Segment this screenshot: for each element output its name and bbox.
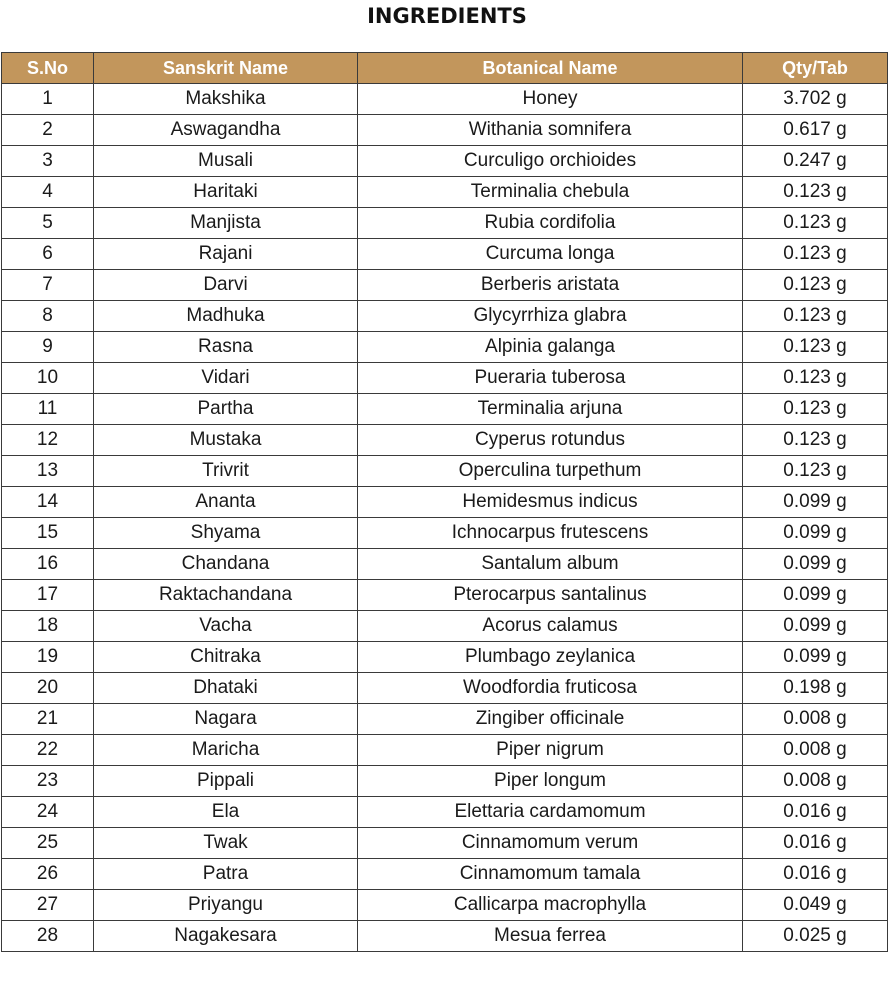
cell-sno: 12 bbox=[2, 425, 94, 456]
cell-qty-per-tab: 0.123 g bbox=[743, 456, 888, 487]
cell-sno: 27 bbox=[2, 890, 94, 921]
cell-sanskrit-name: Makshika bbox=[94, 84, 358, 115]
cell-sno: 26 bbox=[2, 859, 94, 890]
cell-sanskrit-name: Trivrit bbox=[94, 456, 358, 487]
cell-botanical-name: Hemidesmus indicus bbox=[358, 487, 743, 518]
cell-botanical-name: Santalum album bbox=[358, 549, 743, 580]
cell-botanical-name: Cinnamomum verum bbox=[358, 828, 743, 859]
cell-sanskrit-name: Nagara bbox=[94, 704, 358, 735]
table-row bbox=[2, 239, 888, 270]
cell-botanical-name: Ichnocarpus frutescens bbox=[358, 518, 743, 549]
table-row bbox=[2, 425, 888, 456]
cell-sno: 24 bbox=[2, 797, 94, 828]
table-row bbox=[2, 208, 888, 239]
cell-qty-per-tab: 0.016 g bbox=[743, 797, 888, 828]
cell-botanical-name: Mesua ferrea bbox=[358, 921, 743, 952]
cell-qty-per-tab: 0.123 g bbox=[743, 332, 888, 363]
cell-qty-per-tab: 0.198 g bbox=[743, 673, 888, 704]
cell-botanical-name: Curculigo orchioides bbox=[358, 146, 743, 177]
cell-sanskrit-name: Vacha bbox=[94, 611, 358, 642]
cell-qty-per-tab: 0.025 g bbox=[743, 921, 888, 952]
cell-sanskrit-name: Mustaka bbox=[94, 425, 358, 456]
table-row bbox=[2, 146, 888, 177]
table-row bbox=[2, 642, 888, 673]
cell-sno: 8 bbox=[2, 301, 94, 332]
cell-qty-per-tab: 0.099 g bbox=[743, 642, 888, 673]
ingredients-table bbox=[1, 52, 888, 952]
cell-qty-per-tab: 0.008 g bbox=[743, 704, 888, 735]
cell-botanical-name: Operculina turpethum bbox=[358, 456, 743, 487]
cell-sanskrit-name: Partha bbox=[94, 394, 358, 425]
cell-qty-per-tab: 0.123 g bbox=[743, 270, 888, 301]
cell-sanskrit-name: Rajani bbox=[94, 239, 358, 270]
cell-sno: 20 bbox=[2, 673, 94, 704]
cell-qty-per-tab: 0.123 g bbox=[743, 394, 888, 425]
table-row bbox=[2, 332, 888, 363]
cell-botanical-name: Elettaria cardamomum bbox=[358, 797, 743, 828]
cell-sno: 16 bbox=[2, 549, 94, 580]
cell-sno: 19 bbox=[2, 642, 94, 673]
table-row bbox=[2, 363, 888, 394]
cell-sanskrit-name: Vidari bbox=[94, 363, 358, 394]
cell-botanical-name: Glycyrrhiza glabra bbox=[358, 301, 743, 332]
table-row bbox=[2, 394, 888, 425]
table-row bbox=[2, 921, 888, 952]
cell-sanskrit-name: Aswagandha bbox=[94, 115, 358, 146]
table-row bbox=[2, 456, 888, 487]
cell-sno: 21 bbox=[2, 704, 94, 735]
cell-qty-per-tab: 0.008 g bbox=[743, 735, 888, 766]
cell-qty-per-tab: 0.099 g bbox=[743, 487, 888, 518]
cell-sanskrit-name: Darvi bbox=[94, 270, 358, 301]
table-row bbox=[2, 487, 888, 518]
table-row bbox=[2, 859, 888, 890]
cell-sanskrit-name: Twak bbox=[94, 828, 358, 859]
table-row bbox=[2, 890, 888, 921]
table-row bbox=[2, 270, 888, 301]
cell-botanical-name: Cyperus rotundus bbox=[358, 425, 743, 456]
cell-qty-per-tab: 0.123 g bbox=[743, 301, 888, 332]
cell-qty-per-tab: 0.099 g bbox=[743, 549, 888, 580]
cell-sno: 14 bbox=[2, 487, 94, 518]
cell-qty-per-tab: 0.099 g bbox=[743, 580, 888, 611]
cell-sanskrit-name: Haritaki bbox=[94, 177, 358, 208]
table-header-row bbox=[2, 53, 888, 84]
cell-botanical-name: Zingiber officinale bbox=[358, 704, 743, 735]
table-row bbox=[2, 301, 888, 332]
cell-sanskrit-name: Chitraka bbox=[94, 642, 358, 673]
table-row bbox=[2, 115, 888, 146]
cell-sno: 22 bbox=[2, 735, 94, 766]
cell-botanical-name: Plumbago zeylanica bbox=[358, 642, 743, 673]
table-row bbox=[2, 735, 888, 766]
cell-qty-per-tab: 0.099 g bbox=[743, 611, 888, 642]
cell-sno: 10 bbox=[2, 363, 94, 394]
cell-sno: 17 bbox=[2, 580, 94, 611]
cell-botanical-name: Woodfordia fruticosa bbox=[358, 673, 743, 704]
cell-sno: 7 bbox=[2, 270, 94, 301]
table-row bbox=[2, 518, 888, 549]
cell-sanskrit-name: Ananta bbox=[94, 487, 358, 518]
cell-botanical-name: Piper nigrum bbox=[358, 735, 743, 766]
cell-sanskrit-name: Pippali bbox=[94, 766, 358, 797]
cell-sno: 2 bbox=[2, 115, 94, 146]
column-header-sno: S.No bbox=[2, 53, 94, 84]
cell-sno: 5 bbox=[2, 208, 94, 239]
cell-sanskrit-name: Dhataki bbox=[94, 673, 358, 704]
cell-botanical-name: Piper longum bbox=[358, 766, 743, 797]
table-row bbox=[2, 828, 888, 859]
cell-sno: 9 bbox=[2, 332, 94, 363]
cell-sno: 6 bbox=[2, 239, 94, 270]
cell-sno: 1 bbox=[2, 84, 94, 115]
table-row bbox=[2, 611, 888, 642]
cell-botanical-name: Curcuma longa bbox=[358, 239, 743, 270]
table-row bbox=[2, 580, 888, 611]
table-row bbox=[2, 549, 888, 580]
table-row bbox=[2, 704, 888, 735]
cell-qty-per-tab: 0.099 g bbox=[743, 518, 888, 549]
cell-sanskrit-name: Maricha bbox=[94, 735, 358, 766]
cell-botanical-name: Pterocarpus santalinus bbox=[358, 580, 743, 611]
table-row bbox=[2, 177, 888, 208]
cell-botanical-name: Berberis aristata bbox=[358, 270, 743, 301]
table-row bbox=[2, 797, 888, 828]
table-row bbox=[2, 673, 888, 704]
cell-botanical-name: Rubia cordifolia bbox=[358, 208, 743, 239]
cell-sno: 25 bbox=[2, 828, 94, 859]
cell-sno: 3 bbox=[2, 146, 94, 177]
table-body bbox=[2, 84, 888, 952]
cell-botanical-name: Alpinia galanga bbox=[358, 332, 743, 363]
cell-qty-per-tab: 3.702 g bbox=[743, 84, 888, 115]
cell-sanskrit-name: Raktachandana bbox=[94, 580, 358, 611]
cell-sanskrit-name: Priyangu bbox=[94, 890, 358, 921]
cell-qty-per-tab: 0.123 g bbox=[743, 425, 888, 456]
cell-sanskrit-name: Musali bbox=[94, 146, 358, 177]
cell-sno: 15 bbox=[2, 518, 94, 549]
cell-sno: 18 bbox=[2, 611, 94, 642]
cell-qty-per-tab: 0.123 g bbox=[743, 363, 888, 394]
cell-qty-per-tab: 0.016 g bbox=[743, 859, 888, 890]
cell-qty-per-tab: 0.049 g bbox=[743, 890, 888, 921]
cell-botanical-name: Withania somnifera bbox=[358, 115, 743, 146]
cell-sanskrit-name: Chandana bbox=[94, 549, 358, 580]
cell-botanical-name: Cinnamomum tamala bbox=[358, 859, 743, 890]
cell-qty-per-tab: 0.123 g bbox=[743, 208, 888, 239]
cell-sanskrit-name: Patra bbox=[94, 859, 358, 890]
cell-sanskrit-name: Ela bbox=[94, 797, 358, 828]
cell-botanical-name: Terminalia chebula bbox=[358, 177, 743, 208]
cell-botanical-name: Terminalia arjuna bbox=[358, 394, 743, 425]
cell-qty-per-tab: 0.617 g bbox=[743, 115, 888, 146]
cell-botanical-name: Honey bbox=[358, 84, 743, 115]
cell-sno: 11 bbox=[2, 394, 94, 425]
cell-botanical-name: Pueraria tuberosa bbox=[358, 363, 743, 394]
table-row bbox=[2, 84, 888, 115]
cell-botanical-name: Acorus calamus bbox=[358, 611, 743, 642]
cell-sno: 13 bbox=[2, 456, 94, 487]
cell-qty-per-tab: 0.016 g bbox=[743, 828, 888, 859]
column-header-botanical-name: Botanical Name bbox=[358, 53, 743, 84]
cell-sanskrit-name: Shyama bbox=[94, 518, 358, 549]
table-row bbox=[2, 766, 888, 797]
cell-qty-per-tab: 0.123 g bbox=[743, 177, 888, 208]
cell-qty-per-tab: 0.123 g bbox=[743, 239, 888, 270]
cell-botanical-name: Callicarpa macrophylla bbox=[358, 890, 743, 921]
cell-qty-per-tab: 0.247 g bbox=[743, 146, 888, 177]
cell-sanskrit-name: Rasna bbox=[94, 332, 358, 363]
page-title: INGREDIENTS bbox=[367, 4, 527, 28]
cell-sno: 4 bbox=[2, 177, 94, 208]
column-header-sanskrit-name: Sanskrit Name bbox=[94, 53, 358, 84]
cell-sanskrit-name: Nagakesara bbox=[94, 921, 358, 952]
column-header-qty-per-tab: Qty/Tab bbox=[743, 53, 888, 84]
cell-sanskrit-name: Madhuka bbox=[94, 301, 358, 332]
cell-sno: 23 bbox=[2, 766, 94, 797]
cell-qty-per-tab: 0.008 g bbox=[743, 766, 888, 797]
cell-sanskrit-name: Manjista bbox=[94, 208, 358, 239]
cell-sno: 28 bbox=[2, 921, 94, 952]
